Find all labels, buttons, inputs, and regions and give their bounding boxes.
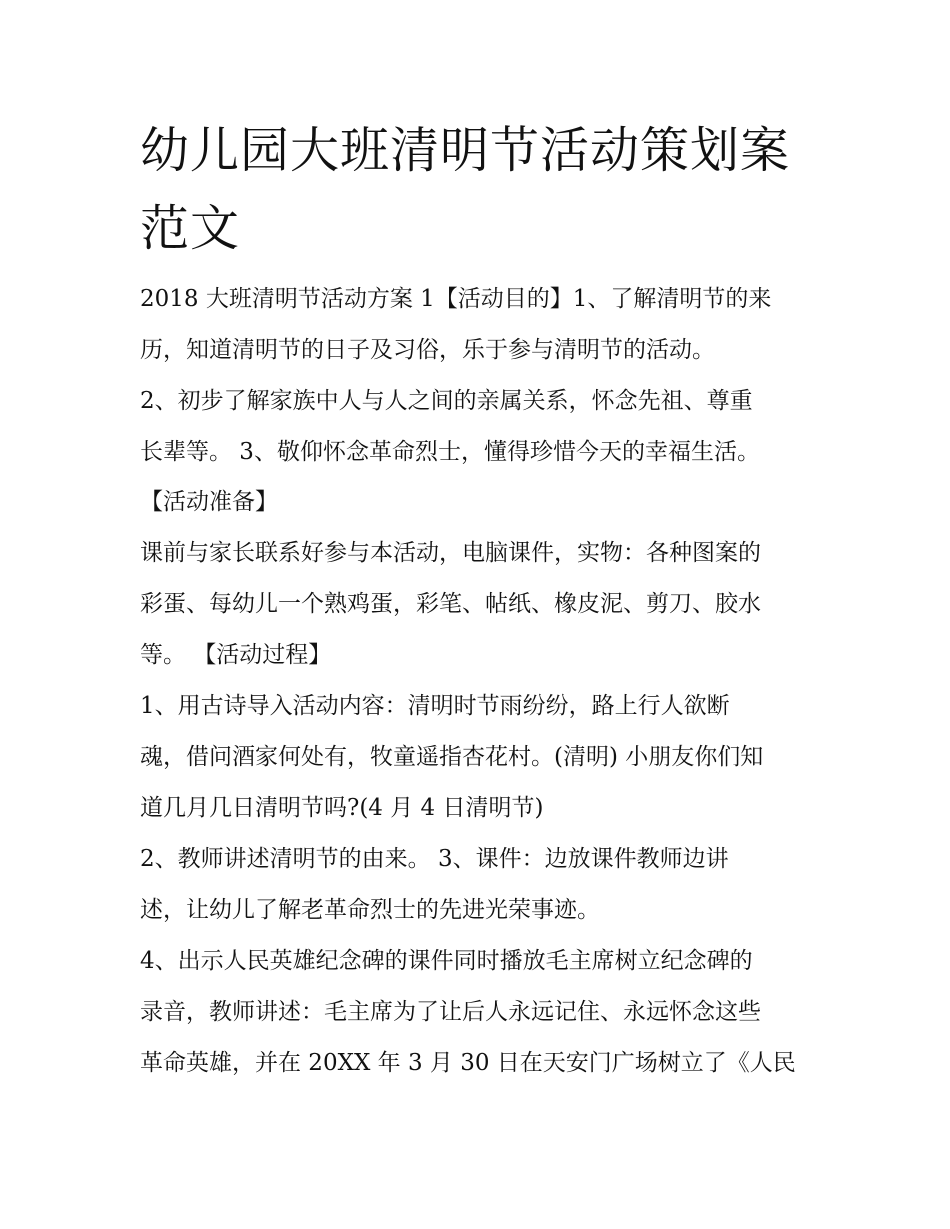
body-line: 2018 大班清明节活动方案 1【活动目的】1、了解清明节的来: [140, 286, 772, 312]
body-line: 彩蛋、每幼儿一个熟鸡蛋，彩笔、帖纸、橡皮泥、剪刀、胶水: [140, 591, 761, 617]
body-line: 课前与家长联系好参与本活动，电脑课件，实物：各种图案的: [140, 540, 761, 566]
body-line: 述，让幼儿了解老革命烈士的先进光荣事迹。: [140, 897, 600, 923]
body-line: 魂，借问酒家何处有，牧童遥指杏花村。(清明) 小朋友你们知: [140, 744, 764, 770]
body-line: 革命英雄，并在 20XX 年 3 月 30 日在天安门广场树立了《人民: [140, 1050, 796, 1076]
title-line-2: 范文: [140, 200, 241, 257]
body-line: 历，知道清明节的日子及习俗，乐于参与清明节的活动。: [140, 337, 715, 363]
body-line: 1、用古诗导入活动内容：清明时节雨纷纷，路上行人欲断: [140, 693, 730, 719]
body-line: 录音，教师讲述：毛主席为了让后人永远记住、永远怀念这些: [140, 999, 761, 1025]
document-title: [140, 112, 830, 268]
section-heading: 【活动准备】: [140, 489, 278, 515]
body-line: 长辈等。 3、敬仰怀念革命烈士，懂得珍惜今天的幸福生活。: [140, 439, 760, 465]
body-line: 2、教师讲述清明节的由来。 3、课件：边放课件教师边讲: [140, 846, 729, 872]
body-line: 4、出示人民英雄纪念碑的课件同时播放毛主席树立纪念碑的: [140, 948, 753, 974]
body-line: 等。 【活动过程】: [140, 642, 332, 668]
body-line: 道几月几日清明节吗?(4 月 4 日清明节): [140, 795, 544, 821]
title-line-1: 幼儿园大班清明节活动策划案: [140, 122, 791, 179]
body-line: 2、初步了解家族中人与人之间的亲属关系，怀念先祖、尊重: [140, 388, 753, 414]
